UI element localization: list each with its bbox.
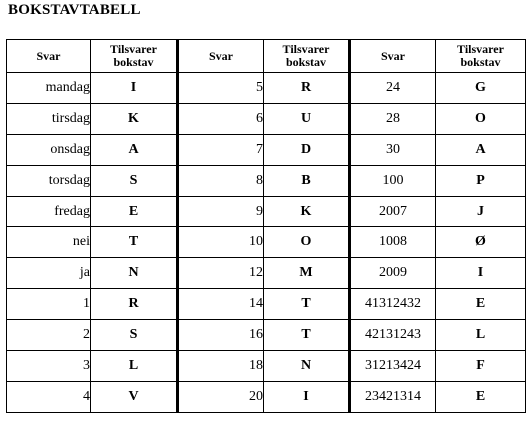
page-title: BOKSTAVTABELL xyxy=(8,2,141,18)
answer-cell: ja xyxy=(7,258,91,289)
answer-cell: 41312432 xyxy=(350,289,436,320)
letter-cell: V xyxy=(91,381,178,412)
header-letter-2-line1: Tilsvarer xyxy=(282,42,330,56)
answer-cell: 28 xyxy=(350,103,436,134)
answer-cell: 9 xyxy=(178,196,264,227)
header-answer-3: Svar xyxy=(350,40,436,73)
answer-cell: 2007 xyxy=(350,196,436,227)
answer-cell: 5 xyxy=(178,73,264,104)
letter-cell: I xyxy=(264,381,350,412)
letter-table xyxy=(6,39,526,413)
answer-cell: 30 xyxy=(350,134,436,165)
letter-cell: K xyxy=(91,103,178,134)
answer-cell: torsdag xyxy=(7,165,91,196)
answer-cell: 8 xyxy=(178,165,264,196)
letter-cell: N xyxy=(91,258,178,289)
letter-cell: I xyxy=(436,258,526,289)
answer-cell: 12 xyxy=(178,258,264,289)
letter-cell: S xyxy=(91,165,178,196)
answer-cell: 20 xyxy=(178,381,264,412)
table-row xyxy=(7,73,526,104)
answer-cell: 100 xyxy=(350,165,436,196)
answer-cell: 2009 xyxy=(350,258,436,289)
letter-cell: E xyxy=(436,381,526,412)
table-row xyxy=(7,320,526,351)
answer-cell: 42131243 xyxy=(350,320,436,351)
letter-cell: E xyxy=(91,196,178,227)
letter-cell: T xyxy=(91,227,178,258)
header-letter-3 xyxy=(436,40,526,73)
answer-cell: onsdag xyxy=(7,134,91,165)
letter-cell: L xyxy=(91,351,178,382)
letter-cell: N xyxy=(264,351,350,382)
answer-cell: 2 xyxy=(7,320,91,351)
table-row xyxy=(7,351,526,382)
answer-cell: 23421314 xyxy=(350,381,436,412)
letter-cell: F xyxy=(436,351,526,382)
answer-cell: 14 xyxy=(178,289,264,320)
answer-cell: tirsdag xyxy=(7,103,91,134)
letter-cell: S xyxy=(91,320,178,351)
answer-cell: 18 xyxy=(178,351,264,382)
answer-cell: 16 xyxy=(178,320,264,351)
table-row xyxy=(7,165,526,196)
letter-cell: P xyxy=(436,165,526,196)
letter-cell: D xyxy=(264,134,350,165)
letter-cell: G xyxy=(436,73,526,104)
letter-cell: T xyxy=(264,289,350,320)
answer-cell: 24 xyxy=(350,73,436,104)
answer-cell: 31213424 xyxy=(350,351,436,382)
header-letter-2-line2: bokstav xyxy=(285,55,326,69)
header-letter-2 xyxy=(264,40,350,73)
answer-cell: mandag xyxy=(7,73,91,104)
letter-cell: U xyxy=(264,103,350,134)
answer-cell: 10 xyxy=(178,227,264,258)
table-row xyxy=(7,134,526,165)
table-row xyxy=(7,196,526,227)
letter-cell: L xyxy=(436,320,526,351)
letter-cell: R xyxy=(264,73,350,104)
letter-cell: K xyxy=(264,196,350,227)
answer-cell: 1008 xyxy=(350,227,436,258)
header-letter-1 xyxy=(91,40,178,73)
header-letter-3-line1: Tilsvarer xyxy=(457,42,504,56)
answer-cell: 3 xyxy=(7,351,91,382)
letter-cell: O xyxy=(436,103,526,134)
header-answer-1: Svar xyxy=(7,40,91,73)
letter-cell: B xyxy=(264,165,350,196)
table-row xyxy=(7,258,526,289)
letter-cell: J xyxy=(436,196,526,227)
letter-cell: O xyxy=(264,227,350,258)
header-answer-2: Svar xyxy=(178,40,264,73)
header-letter-1-line1: Tilsvarer xyxy=(110,42,157,56)
header-letter-3-line2: bokstav xyxy=(460,55,501,69)
table-row xyxy=(7,289,526,320)
answer-cell: 4 xyxy=(7,381,91,412)
letter-cell: A xyxy=(91,134,178,165)
letter-cell: T xyxy=(264,320,350,351)
answer-cell: fredag xyxy=(7,196,91,227)
letter-cell: R xyxy=(91,289,178,320)
letter-cell: A xyxy=(436,134,526,165)
table-row xyxy=(7,227,526,258)
letter-cell: I xyxy=(91,73,178,104)
header-row xyxy=(7,40,526,73)
answer-cell: 7 xyxy=(178,134,264,165)
answer-cell: nei xyxy=(7,227,91,258)
letter-cell: M xyxy=(264,258,350,289)
answer-cell: 1 xyxy=(7,289,91,320)
header-letter-1-line2: bokstav xyxy=(113,55,154,69)
letter-cell: E xyxy=(436,289,526,320)
table-row xyxy=(7,103,526,134)
letter-cell: Ø xyxy=(436,227,526,258)
table-row xyxy=(7,381,526,412)
answer-cell: 6 xyxy=(178,103,264,134)
